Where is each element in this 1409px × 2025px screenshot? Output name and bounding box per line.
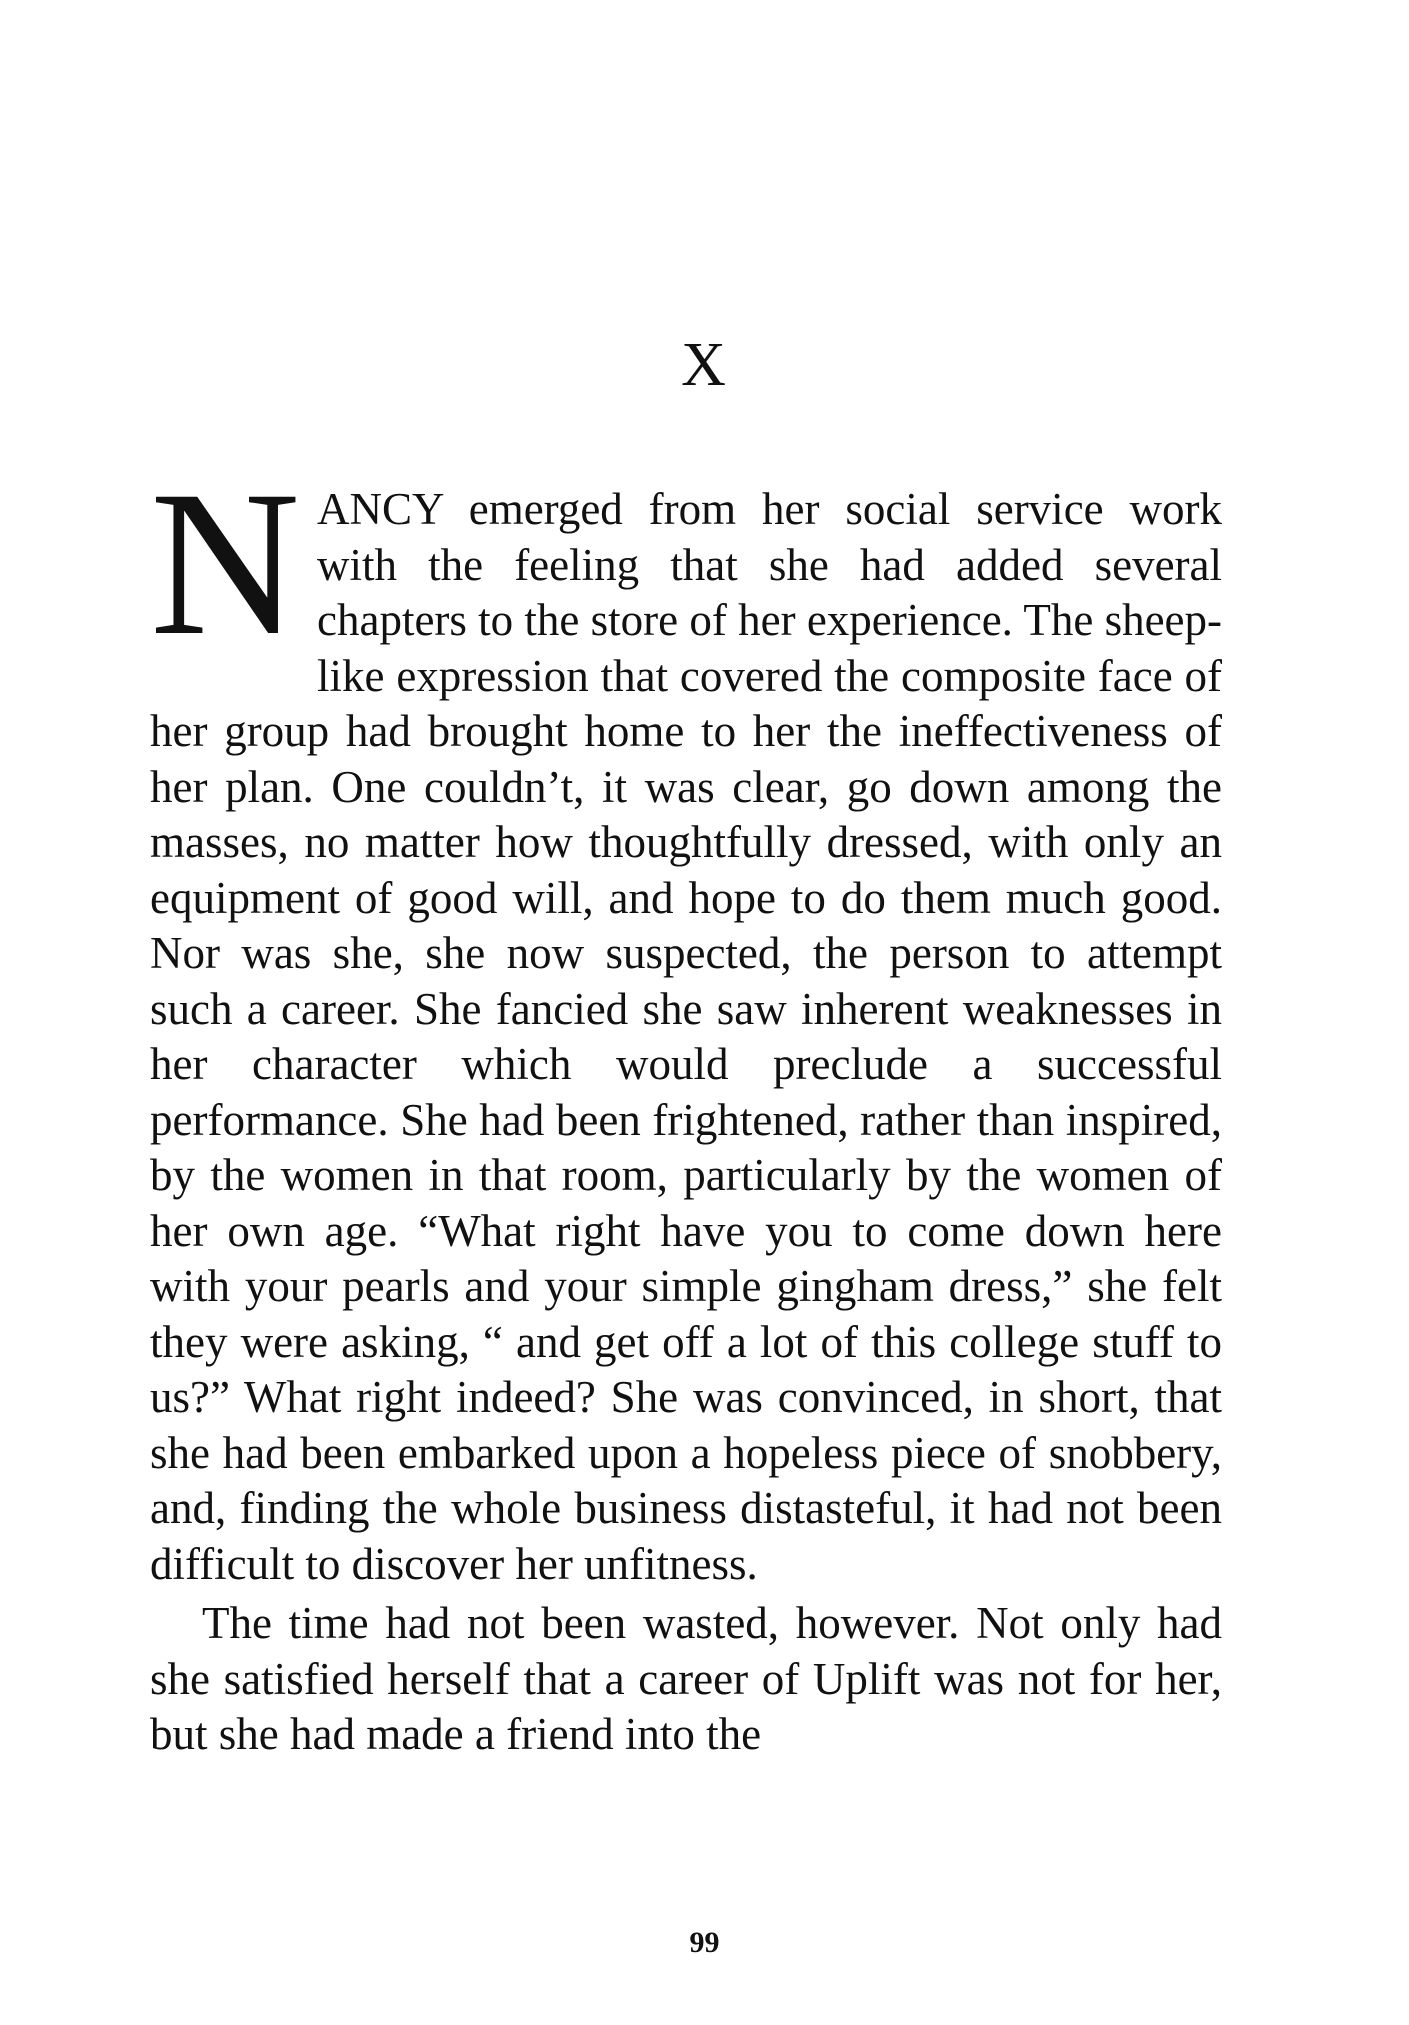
paragraph-1-text: ANCY emerged from her social service work with the feeling that she had added several chapters to the store of her experience. The sheep-like expression that covered the composite face of her group had brought home to her the ineffectiveness of her plan. One couldn’t, it was clear, go down among the masses, no matter how thoughtfully dressed, with only an equipment of good will, and hope to do them much good. Nor was she, she now suspected, the person to attempt such a career. She fancied she saw inherent weaknesses in her character which would preclude a successful performance. She had been frightened, rather than inspired, by the women in that room, particularly by the women of her own age. “What right have you to come down here with your pearls and your simple gingham dress,” she felt they were asking, “ and get off a lot of this college stuff to us?” What right indeed? She was convinced, in short, that she had been embarked upon a hopeless piece of snobbery, and, finding the whole business distasteful, it had not been difficult to discover her unfitness. — [150, 484, 1223, 1589]
chapter-number: X — [681, 331, 728, 399]
paragraph-1 — [150, 448, 1223, 1592]
page-number: 99 — [689, 1926, 720, 1959]
drop-cap-letter: N — [150, 448, 301, 678]
body-text — [150, 448, 1223, 1763]
paragraph-2: The time had not been wasted, however. Not only had she satisfied herself that a career of Uplift was not for her, but she had made a friend into the — [150, 1598, 1222, 1759]
drop-cap-box — [150, 448, 305, 678]
